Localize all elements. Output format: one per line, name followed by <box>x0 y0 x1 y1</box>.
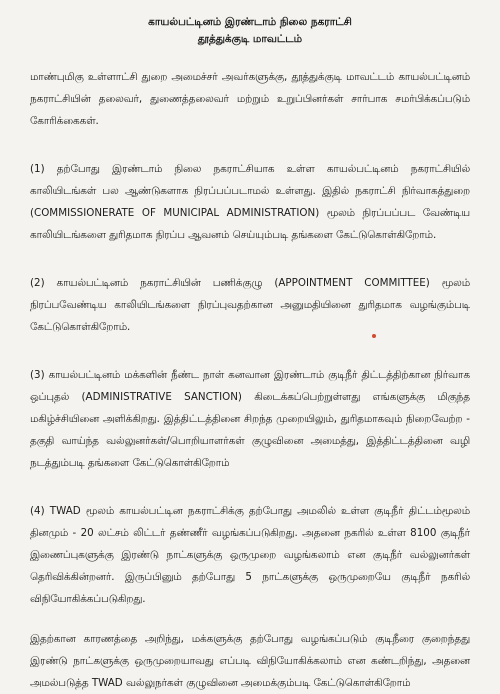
document-header <box>30 14 470 48</box>
intro-paragraph: மாண்புமிகு உள்ளாட்சி துறை அமைச்சர் அவர்களுக்கு, தூத்துக்குடி மாவட்டம் காயல்பட்டினம் நகராட்சியின் தலைவர், துணைத்தலைவர் மற்றும் உறுப்பினர்கள் சார்பாக சமர்பிக்கப்படும் கோரிக்கைகள். <box>30 71 470 127</box>
municipality-title: காயல்பட்டினம் இரண்டாம் நிலை நகராட்சி <box>148 16 352 28</box>
request-point-3: (3) காயல்பட்டினம் மக்களின் நீண்ட நாள் கனவான இரண்டாம் குடிநீர் திட்டத்திற்கான நிர்வாக ஒப்புதல் (ADMINISTRATIVE SANCTION) கிடைக்கப்பெற்றுள்ளது எங்களுக்கு மிகுந்த மகிழ்ச்சியினை அளிக்கிறது. இத்திட்டத்தினை சிறந்த முறையிலும், துரிதமாகவும் நிறைவேற்ற - தகுதி வாய்ந்த வல்லுனர்கள்/பொறியாளர்கள் குழுவினை அமைத்து, இத்திட்டத்தினை வழி நடத்தும்படி தங்களை கேட்டுகொள்கிறோம் <box>30 369 470 469</box>
request-point-2: (2) காயல்பட்டினம் நகராட்சியின் பணிக்குழு (APPOINTMENT COMMITTEE) மூலம் நிரப்பவேண்டிய காலியிடங்களை நிரப்புவதற்கான அனுமதியினை துரிதமாக வழங்கும்படி கேட்டுகொள்கிறோம். <box>30 277 470 333</box>
closing-paragraph: இதற்கான காரணத்தை அறிந்து, மக்களுக்கு தற்போது வழங்கப்படும் குடிநீரை குறைந்தது இரண்டு நாட்களுக்கு ஒருமுறையாவது எப்படி விநியோகிக்கலாம் என கண்டறிந்து, அதனை அமல்படுத்த TWAD வல்லுநர்கள் குழுவினை அமைக்கும்படி கேட்டுகொள்கிறோம் <box>30 633 471 689</box>
district-title: தூத்துக்குடி மாவட்டம் <box>197 33 303 45</box>
request-point-4: (4) TWAD மூலம் காயல்பட்டின நகராட்சிக்கு தற்போது அமலில் உள்ள குடிநீர் திட்டம்மூலம் தினமும் - 20 லட்சம் லிட்டர் தண்ணீர் வழங்கப்படுகிறது. அதனை நகரில் உள்ள 8100 குடிநீர் இணைப்புகளுக்கு இரண்டு நாட்களுக்கு ஒருமுறை வழங்கலாம் என குடிநீர் வல்லுனர்கள் தெரிவிக்கின்றனர். இருப்பினும் தற்போது 5 நாட்களுக்கு ஒருமுறையே குடிநீர் நகரில் விநியோகிக்கப்படுகிறது. <box>30 505 470 605</box>
ink-dot <box>372 334 376 338</box>
request-point-1: (1) தற்போது இரண்டாம் நிலை நகராட்சியாக உள்ள காயல்பட்டினம் நகராட்சியில் காலியிடங்கள் பல ஆண்டுகளாக நிரப்பப்படாமல் உள்ளது. இதில் நகராட்சி நிர்வாகத்துறை (COMMISSIONERATE OF MUNICIPAL ADMINISTRATION) மூலம் நிரப்பப்பட வேண்டிய காலியிடங்களை துரிதமாக நிரப்ப ஆவனம் செய்யும்படி தங்களை கேட்டுகொள்கிறோம். <box>30 163 470 241</box>
